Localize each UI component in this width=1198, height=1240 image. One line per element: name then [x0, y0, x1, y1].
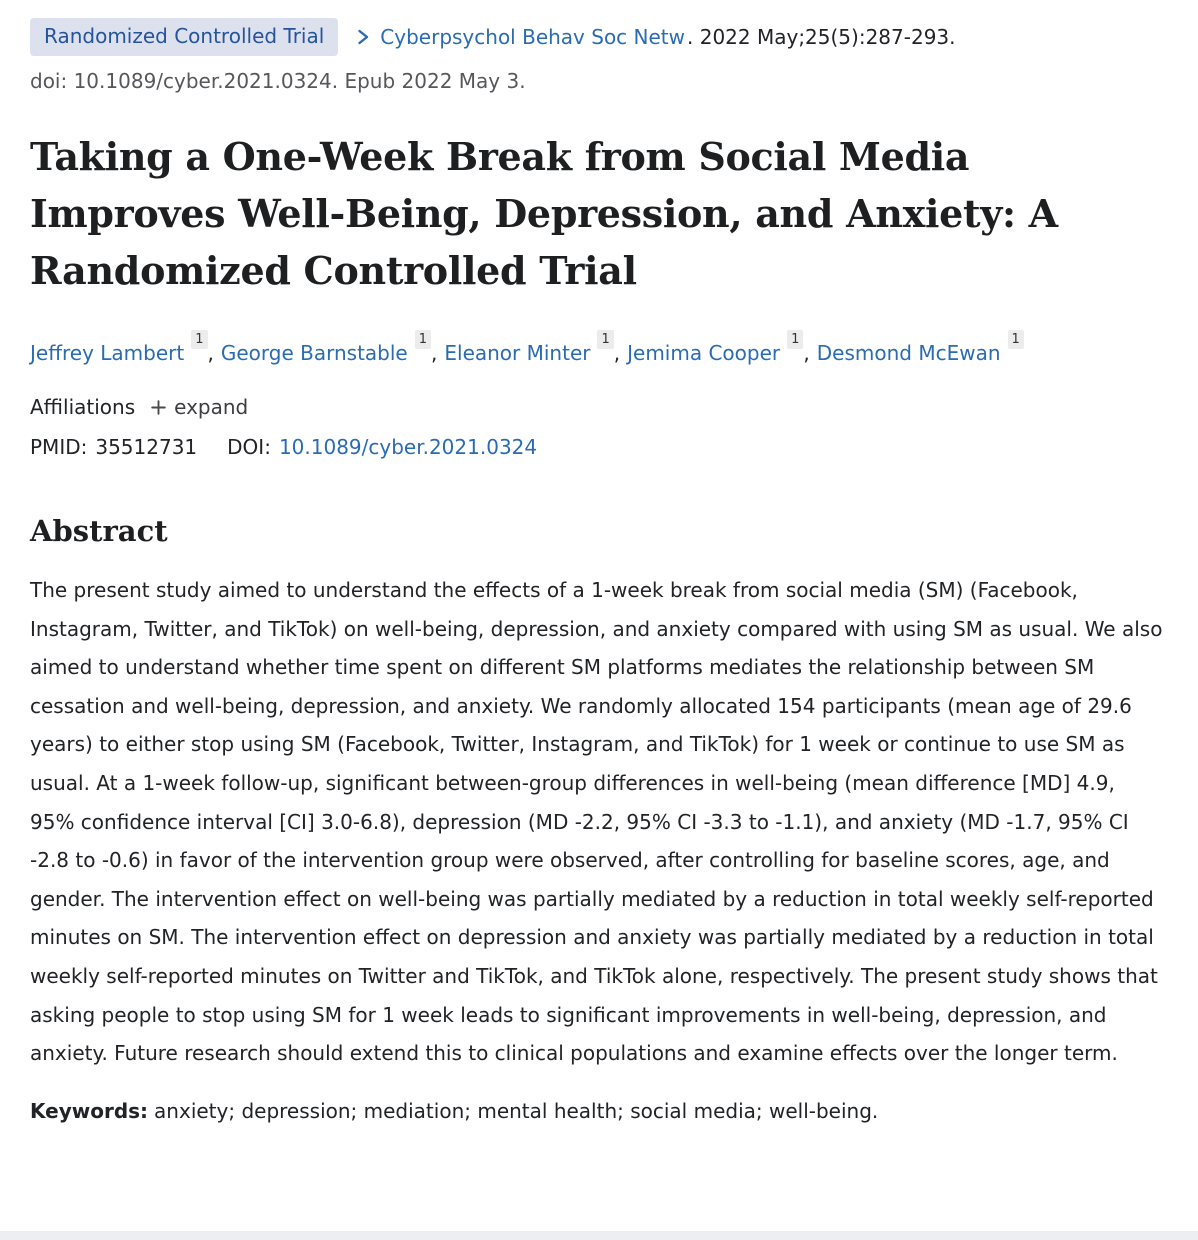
expand-label: expand — [174, 395, 249, 419]
affiliations-expand-button[interactable] — [151, 395, 248, 419]
author-link[interactable]: George Barnstable — [220, 341, 408, 365]
author-affiliation-sup[interactable]: 1 — [597, 330, 613, 349]
keywords-line — [30, 1096, 1165, 1126]
doi-label: DOI: — [227, 435, 271, 459]
author-affiliation-sup[interactable]: 1 — [787, 330, 803, 349]
author-list — [30, 332, 1165, 368]
affiliations-row — [30, 395, 1165, 419]
author-affiliation-sup[interactable]: 1 — [191, 330, 207, 349]
article-title: Taking a One-Week Break from Social Media Improves Well-Being, Depression, and Anxiety: A Randomized Controlled Trial — [30, 134, 1058, 293]
author-link[interactable]: Desmond McEwan — [816, 341, 1001, 365]
identifiers-row — [30, 435, 1165, 459]
keywords-label: Keywords: — [30, 1098, 149, 1123]
author-separator: , — [613, 341, 621, 365]
author-item — [627, 332, 817, 365]
publication-type-badge[interactable]: Randomized Controlled Trial — [30, 18, 338, 56]
author-link[interactable]: Jemima Cooper — [627, 341, 781, 365]
author-item — [816, 332, 1024, 365]
plus-icon — [151, 400, 166, 415]
author-link[interactable]: Jeffrey Lambert — [30, 341, 185, 365]
author-affiliation-sup[interactable]: 1 — [1008, 330, 1024, 349]
chevron-right-icon — [355, 27, 371, 47]
doi-link[interactable]: 10.1089/cyber.2021.0324 — [278, 435, 538, 459]
author-link[interactable]: Eleanor Minter — [444, 341, 591, 365]
citation-header — [30, 18, 1165, 56]
journal-link[interactable]: Cyberpsychol Behav Soc Netw — [380, 25, 685, 49]
author-item — [30, 332, 221, 365]
pmid-value: 35512731 — [95, 435, 198, 459]
abstract-heading: Abstract — [30, 514, 168, 548]
author-separator: , — [207, 341, 214, 365]
author-affiliation-sup[interactable]: 1 — [415, 330, 431, 349]
abstract-section — [30, 514, 1165, 1126]
pmid-label: PMID: — [30, 435, 88, 459]
affiliations-label: Affiliations — [30, 395, 136, 419]
doi-line: doi: 10.1089/cyber.2021.0324. Epub 2022 May 3. — [30, 69, 526, 93]
abstract-text: The present study aimed to understand the effects of a 1-week break from social media (SM) (Facebook, Instagram, Twitter, and TikTok) on well-being, depression, and anxiety compared with using SM as usual. We also aimed to understand whether time spent on different SM platforms mediates the relationship between SM cessation and well-being, depression, and anxiety. We randomly allocated 154 participants (mean age of 29.6 years) to either stop using SM (Facebook, Twitter, Instagram, and TikTok) for 1 week or continue to use SM as usual. At a 1-week follow-up, significant between-group differences in well-being (mean difference [MD] 4.9, 95% confidence interval [CI] 3.0-6.8), depression (MD -2.2, 95% CI -3.3 to -1.1), and anxiety (MD -1.7, 95% CI -2.8 to -0.6) in favor of the intervention group were observed, after controlling for baseline scores, age, and gender. The intervention effect on well-being was partially mediated by a reduction in total weekly self-reported minutes on SM. The intervention effect on depression and anxiety was partially mediated by a reduction in total weekly self-reported minutes on Twitter and TikTok, and TikTok alone, respectively. The present study shows that asking people to stop using SM for 1 week leads to significant improvements in well-being, depression, and anxiety. Future research should extend this to clinical populations and examine effects over the longer term. — [30, 578, 1163, 1066]
bottom-divider — [0, 1231, 1198, 1240]
keywords-text: anxiety; depression; mediation; mental health; social media; well-being. — [154, 1098, 879, 1123]
citation-text: . 2022 May;25(5):287-293. — [687, 25, 956, 49]
author-separator: , — [431, 341, 438, 365]
author-item — [444, 332, 627, 365]
author-item — [220, 332, 445, 365]
author-separator: , — [803, 341, 810, 365]
